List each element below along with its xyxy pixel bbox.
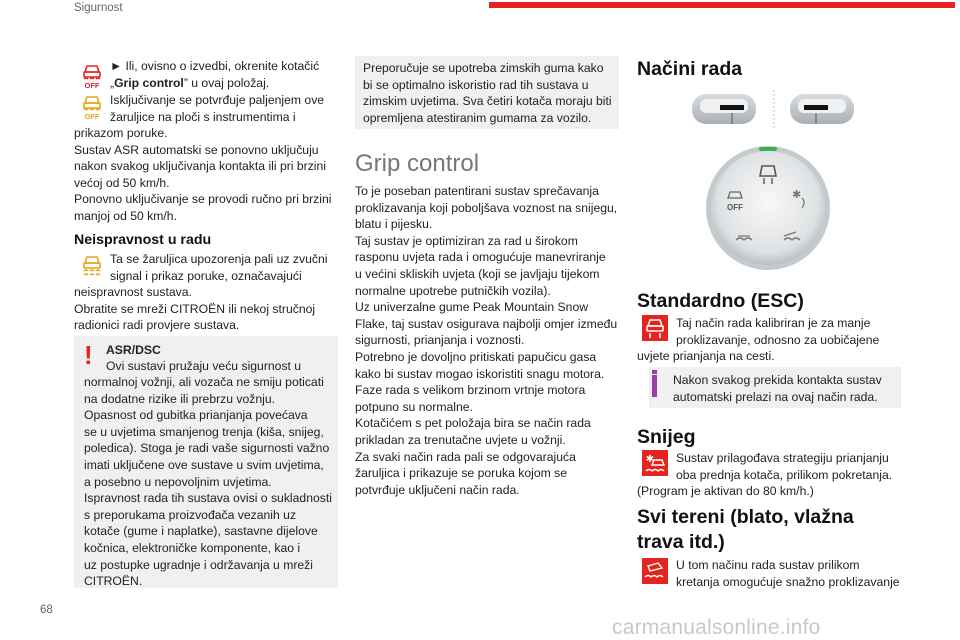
grip-control-description: To je poseban patentirani sustav sprečavanja proklizavanja koji poboljšava voznost na snijegu, blatu i pijesku. Taj sustav je optimiziran za rad u širokom rasponu uvjeta rada i omogućuje manevriranje u većini skliskih uvjeta (koji se javljaju tijekom normalne upotrebe putničkih vozila). Uz univerzalne gume Peak Mountain Snow Flake, taj sustav osigurava najbolji omjer između sigurnosti, prianjanja i voznosti. Potrebno je dovoljno pritiskati papučicu gasa kako bi sustav mogao iskoristiti snagu motora. Faze rada s velikom brzinom vrtnje motora potpuno su normalne. Kotačićem s pet položaja bira se način rada prikladan za trenutačne uvjete u vožnji. Za svaki način rada pali se odgovarajuća žaruljica i prikazuje se poruka kojom se potvrđuje uključeni način rada. [355, 184, 618, 497]
section-title: Sigurnost [74, 2, 123, 14]
tyre-recommendation-text: Preporučuje se upotreba zimskih guma kako bi se optimalno iskoristio rad tih sustava u zimskim uvjetima. Sva četiri kotača moraju biti opremljena atestiranim gumama za vozilo. [363, 61, 612, 125]
warning-first-line: Ovi sustavi pružaju veću sigurnost u [106, 359, 302, 373]
std-mode-text-b: uvjete prianjanja na cesti. [637, 349, 775, 363]
svg-text:✱: ✱ [645, 454, 655, 465]
mud-mode-icon [642, 558, 668, 584]
esc-mode-icon [642, 315, 668, 341]
snow-mode-text-a: Sustav prilagođava strategiju prianjanju oba prednja kotača, prilikom pokretanja. [676, 451, 893, 482]
warning-title: ASR/DSC [106, 343, 161, 357]
snow-mode-icon [642, 450, 668, 476]
svg-text:✱: ✱ [792, 188, 802, 201]
info-icon [652, 375, 657, 397]
dial-off-label: OFF [727, 203, 743, 212]
traction-off-red-icon [80, 62, 104, 90]
section-accent-bar [489, 2, 955, 8]
steering-wheel-illustration [690, 88, 858, 130]
grip-control-dial [704, 144, 832, 272]
watermark: carmanualsonline.info [612, 616, 821, 639]
traction-off-orange-icon [80, 93, 104, 121]
warning-text: normalnoj vožnji, ali vozača ne smiju poticati na dodatne rizike ili prebrzu vožnju. Opasnost od gubitka prianjanja povećava se u uvjetima smanjenog trenja (kiša, snijeg, poledica). Stoga je radi vaše sigurnosti važno imati uključene ove sustave u svim uvjetima, a posebno u nepovoljnim uvjetima. Ispravnost rada tih sustava ovisi o sukladnosti s preporukama proizvođača vezanih uz kotače (gume i naplatke), sastavne dijelove kočnica, elektroničke komponente, kao i uz postupke ugradnje i održavanja u mreži CITROËN. [84, 375, 332, 589]
heading-snow: Snijeg [637, 426, 696, 448]
terrain-mode-text: U tom načinu rada sustav prilikom kretanja omogućuje snažno proklizavanje [676, 558, 900, 589]
info-icon-dot [652, 370, 657, 374]
paragraph-malfunction-light: Ta se žaruljica upozorenja pali uz zvučni signal i prikaz poruke, označavajući [110, 252, 328, 283]
heading-grip-control: Grip control [355, 150, 480, 177]
paragraph-off-confirm: Isključivanje se potvrđuje paljenjem ove žaruljice na ploči s instrumentima i [110, 93, 325, 124]
svg-text:OFF: OFF [84, 81, 100, 90]
info-text: Nakon svakog prekida kontakta sustav automatski prelazi na ovaj način rada. [673, 373, 882, 404]
paragraph-asr-restart: prikazom poruke. Sustav ASR automatski se ponovno uključuju nakon svakog uključivanja kontakta ili pri brzini većoj od 50 km/h. Ponovno uključivanje se provodi ručno pri brzini manjoj od 50 km/h. [74, 126, 332, 223]
heading-all-terrain: Svi tereni (blato, vlažna trava itd.) [637, 506, 854, 553]
heading-malfunction: Neispravnost u radu [74, 232, 212, 248]
heading-modes: Načini rada [637, 58, 743, 80]
traction-warning-icon [80, 254, 104, 278]
paragraph-grip-dial: ► Ili, ovisno o izvedbi, okrenite kotačić „Grip control” u ovaj položaj. [110, 59, 320, 90]
page-number: 68 [40, 604, 53, 616]
heading-standard-esc: Standardno (ESC) [637, 290, 804, 312]
svg-text:OFF: OFF [84, 112, 100, 121]
paragraph-malfunction-service: neispravnost sustava. Obratite se mreži CITROËN ili nekoj stručnoj radionici radi provjere sustava. [74, 285, 316, 333]
snow-mode-text-b: (Program je aktivan do 80 km/h.) [637, 484, 814, 498]
std-mode-text-a: Taj način rada kalibriran je za manje proklizavanje, odnosno za uobičajene [676, 316, 880, 347]
exclamation-icon: ! [84, 340, 93, 370]
